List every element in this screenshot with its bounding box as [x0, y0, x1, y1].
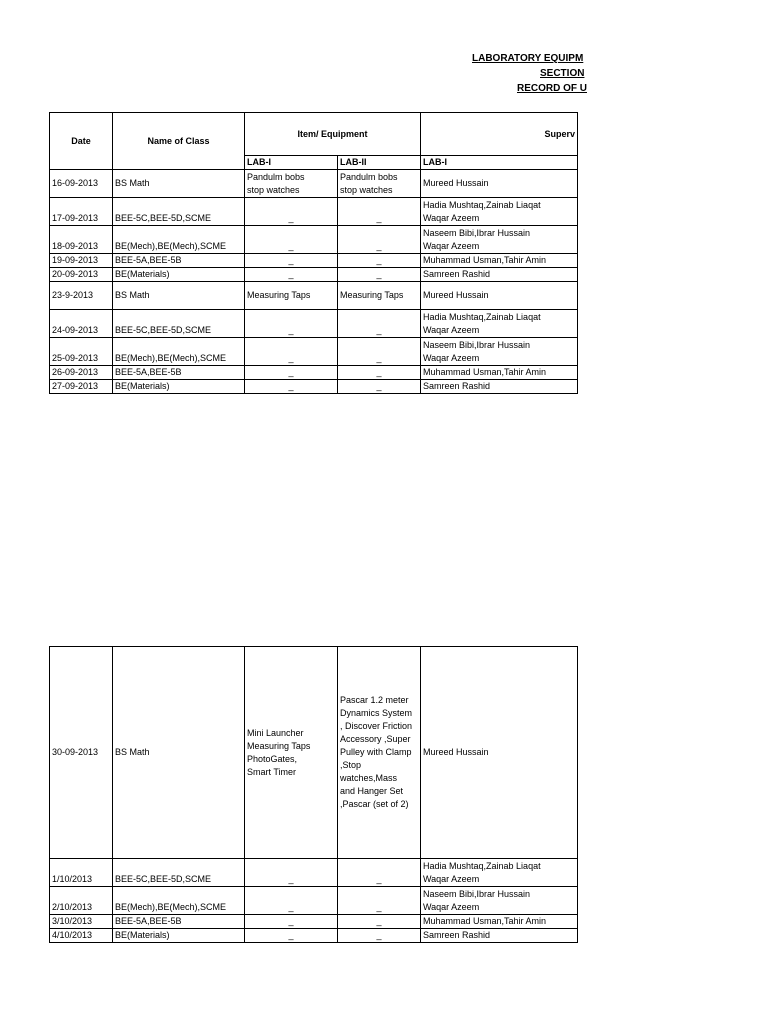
equipment-line: Measuring Taps	[247, 740, 311, 751]
record-table-1	[49, 112, 578, 394]
cell-lab2-items	[338, 647, 421, 859]
equipment-line: Accessory ,Super	[340, 734, 411, 744]
cell-supervisor: Mureed Hussain	[421, 647, 578, 859]
table-row	[50, 254, 578, 268]
cell-date: 25-09-2013	[50, 338, 113, 366]
cell-class: BEE-5A,BEE-5B	[113, 915, 245, 929]
table-row	[50, 226, 578, 254]
cell-lab1: _	[245, 310, 338, 338]
cell-supervisor: Hadia Mushtaq,Zainab Liaqat Waqar Azeem	[421, 198, 578, 226]
record-table-2-body	[50, 859, 578, 943]
table-row	[50, 929, 578, 943]
cell-date: 1/10/2013	[50, 859, 113, 887]
cell-lab2: Measuring Taps	[338, 282, 421, 310]
cell-lab1: _	[245, 226, 338, 254]
cell-lab2: _	[338, 929, 421, 943]
table-row	[50, 198, 578, 226]
equipment-line: ,Stop	[340, 760, 362, 770]
cell-date: 2/10/2013	[50, 887, 113, 915]
cell-lab2: _	[338, 380, 421, 394]
equipment-line: and Hanger Set	[340, 786, 404, 796]
cell-lab2: _	[338, 254, 421, 268]
equipment-line: Mini Launcher	[247, 727, 304, 738]
cell-date: 23-9-2013	[50, 282, 113, 310]
table-row	[50, 859, 578, 887]
col-date-header: Date	[50, 113, 113, 170]
cell-lab1: _	[245, 198, 338, 226]
equipment-line: watches,Mass	[340, 773, 398, 783]
col-sup-lab1-header: LAB-I	[421, 156, 578, 170]
record-table-1-body	[50, 170, 578, 394]
cell-class: BE(Materials)	[113, 380, 245, 394]
table-row	[50, 380, 578, 394]
cell-lab2: _	[338, 226, 421, 254]
cell-lab2: _	[338, 887, 421, 915]
table-row	[50, 170, 578, 198]
equipment-line: Pulley with Clamp	[340, 747, 412, 757]
col-item-header: Item/ Equipment	[245, 113, 421, 156]
cell-supervisor: Naseem Bibi,Ibrar Hussain Waqar Azeem	[421, 887, 578, 915]
cell-date: 24-09-2013	[50, 310, 113, 338]
equipment-line: Smart Timer	[247, 766, 297, 777]
cell-date: 17-09-2013	[50, 198, 113, 226]
cell-date: 19-09-2013	[50, 254, 113, 268]
cell-date: 16-09-2013	[50, 170, 113, 198]
cell-supervisor: Muhammad Usman,Tahir Amin	[421, 366, 578, 380]
cell-class: BE(Materials)	[113, 268, 245, 282]
cell-lab1: _	[245, 268, 338, 282]
cell-class: BEE-5C,BEE-5D,SCME	[113, 198, 245, 226]
cell-class: BEE-5A,BEE-5B	[113, 366, 245, 380]
equipment-line: ,Pascar (set of 2)	[340, 799, 409, 809]
cell-class: BE(Mech),BE(Mech),SCME	[113, 338, 245, 366]
cell-supervisor: Muhammad Usman,Tahir Amin	[421, 254, 578, 268]
cell-class: BE(Mech),BE(Mech),SCME	[113, 887, 245, 915]
doc-section: SECTION	[540, 68, 585, 79]
doc-title: LABORATORY EQUIPM	[472, 53, 584, 64]
cell-date: 30-09-2013	[50, 647, 113, 859]
table-row	[50, 338, 578, 366]
col-lab1-header: LAB-I	[245, 156, 338, 170]
cell-lab1-items	[245, 647, 338, 859]
cell-date: 4/10/2013	[50, 929, 113, 943]
cell-class: BS Math	[113, 282, 245, 310]
table-row	[50, 887, 578, 915]
cell-date: 3/10/2013	[50, 915, 113, 929]
cell-supervisor: Samreen Rashid	[421, 380, 578, 394]
cell-lab1: _	[245, 338, 338, 366]
cell-class: BE(Materials)	[113, 929, 245, 943]
cell-lab1: _	[245, 915, 338, 929]
cell-supervisor: Hadia Mushtaq,Zainab Liaqat Waqar Azeem	[421, 859, 578, 887]
equipment-line: Dynamics System	[340, 708, 413, 718]
cell-lab2: _	[338, 366, 421, 380]
col-class-header: Name of Class	[113, 113, 245, 170]
cell-supervisor: Naseem Bibi,Ibrar Hussain Waqar Azeem	[421, 226, 578, 254]
cell-supervisor: Mureed Hussain	[421, 170, 578, 198]
cell-class: BS Math	[113, 647, 245, 859]
table-row	[50, 915, 578, 929]
table-row	[50, 647, 578, 859]
cell-lab1: _	[245, 859, 338, 887]
equipment-line: Pascar 1.2 meter	[340, 695, 409, 705]
cell-lab2: _	[338, 310, 421, 338]
cell-date: 27-09-2013	[50, 380, 113, 394]
cell-lab2: _	[338, 268, 421, 282]
cell-lab2: _	[338, 915, 421, 929]
equipment-line: , Discover Friction	[340, 721, 413, 731]
table-row	[50, 366, 578, 380]
equipment-line: PhotoGates,	[247, 753, 298, 764]
cell-supervisor: Mureed Hussain	[421, 282, 578, 310]
cell-class: BEE-5C,BEE-5D,SCME	[113, 859, 245, 887]
cell-lab2: Pandulm bobs stop watches	[338, 170, 421, 198]
cell-class: BEE-5C,BEE-5D,SCME	[113, 310, 245, 338]
cell-lab1: Measuring Taps	[245, 282, 338, 310]
cell-supervisor: Hadia Mushtaq,Zainab Liaqat Waqar Azeem	[421, 310, 578, 338]
cell-lab2: _	[338, 859, 421, 887]
cell-lab1: _	[245, 254, 338, 268]
cell-date: 26-09-2013	[50, 366, 113, 380]
cell-lab1: _	[245, 380, 338, 394]
cell-lab2: _	[338, 338, 421, 366]
table-row	[50, 268, 578, 282]
cell-date: 20-09-2013	[50, 268, 113, 282]
record-table-2	[49, 646, 578, 943]
cell-lab1: Pandulm bobs stop watches	[245, 170, 338, 198]
cell-supervisor: Naseem Bibi,Ibrar Hussain Waqar Azeem	[421, 338, 578, 366]
cell-lab2: _	[338, 198, 421, 226]
cell-supervisor: Samreen Rashid	[421, 268, 578, 282]
col-supervisor-header: Superv	[421, 113, 578, 156]
cell-supervisor: Muhammad Usman,Tahir Amin	[421, 915, 578, 929]
cell-lab1: _	[245, 929, 338, 943]
cell-class: BE(Mech),BE(Mech),SCME	[113, 226, 245, 254]
table-row	[50, 310, 578, 338]
doc-subtitle: RECORD OF U	[517, 83, 587, 94]
cell-class: BS Math	[113, 170, 245, 198]
cell-lab1: _	[245, 366, 338, 380]
table-row	[50, 282, 578, 310]
col-lab2-header: LAB-II	[338, 156, 421, 170]
cell-supervisor: Samreen Rashid	[421, 929, 578, 943]
cell-lab1: _	[245, 887, 338, 915]
cell-date: 18-09-2013	[50, 226, 113, 254]
cell-class: BEE-5A,BEE-5B	[113, 254, 245, 268]
